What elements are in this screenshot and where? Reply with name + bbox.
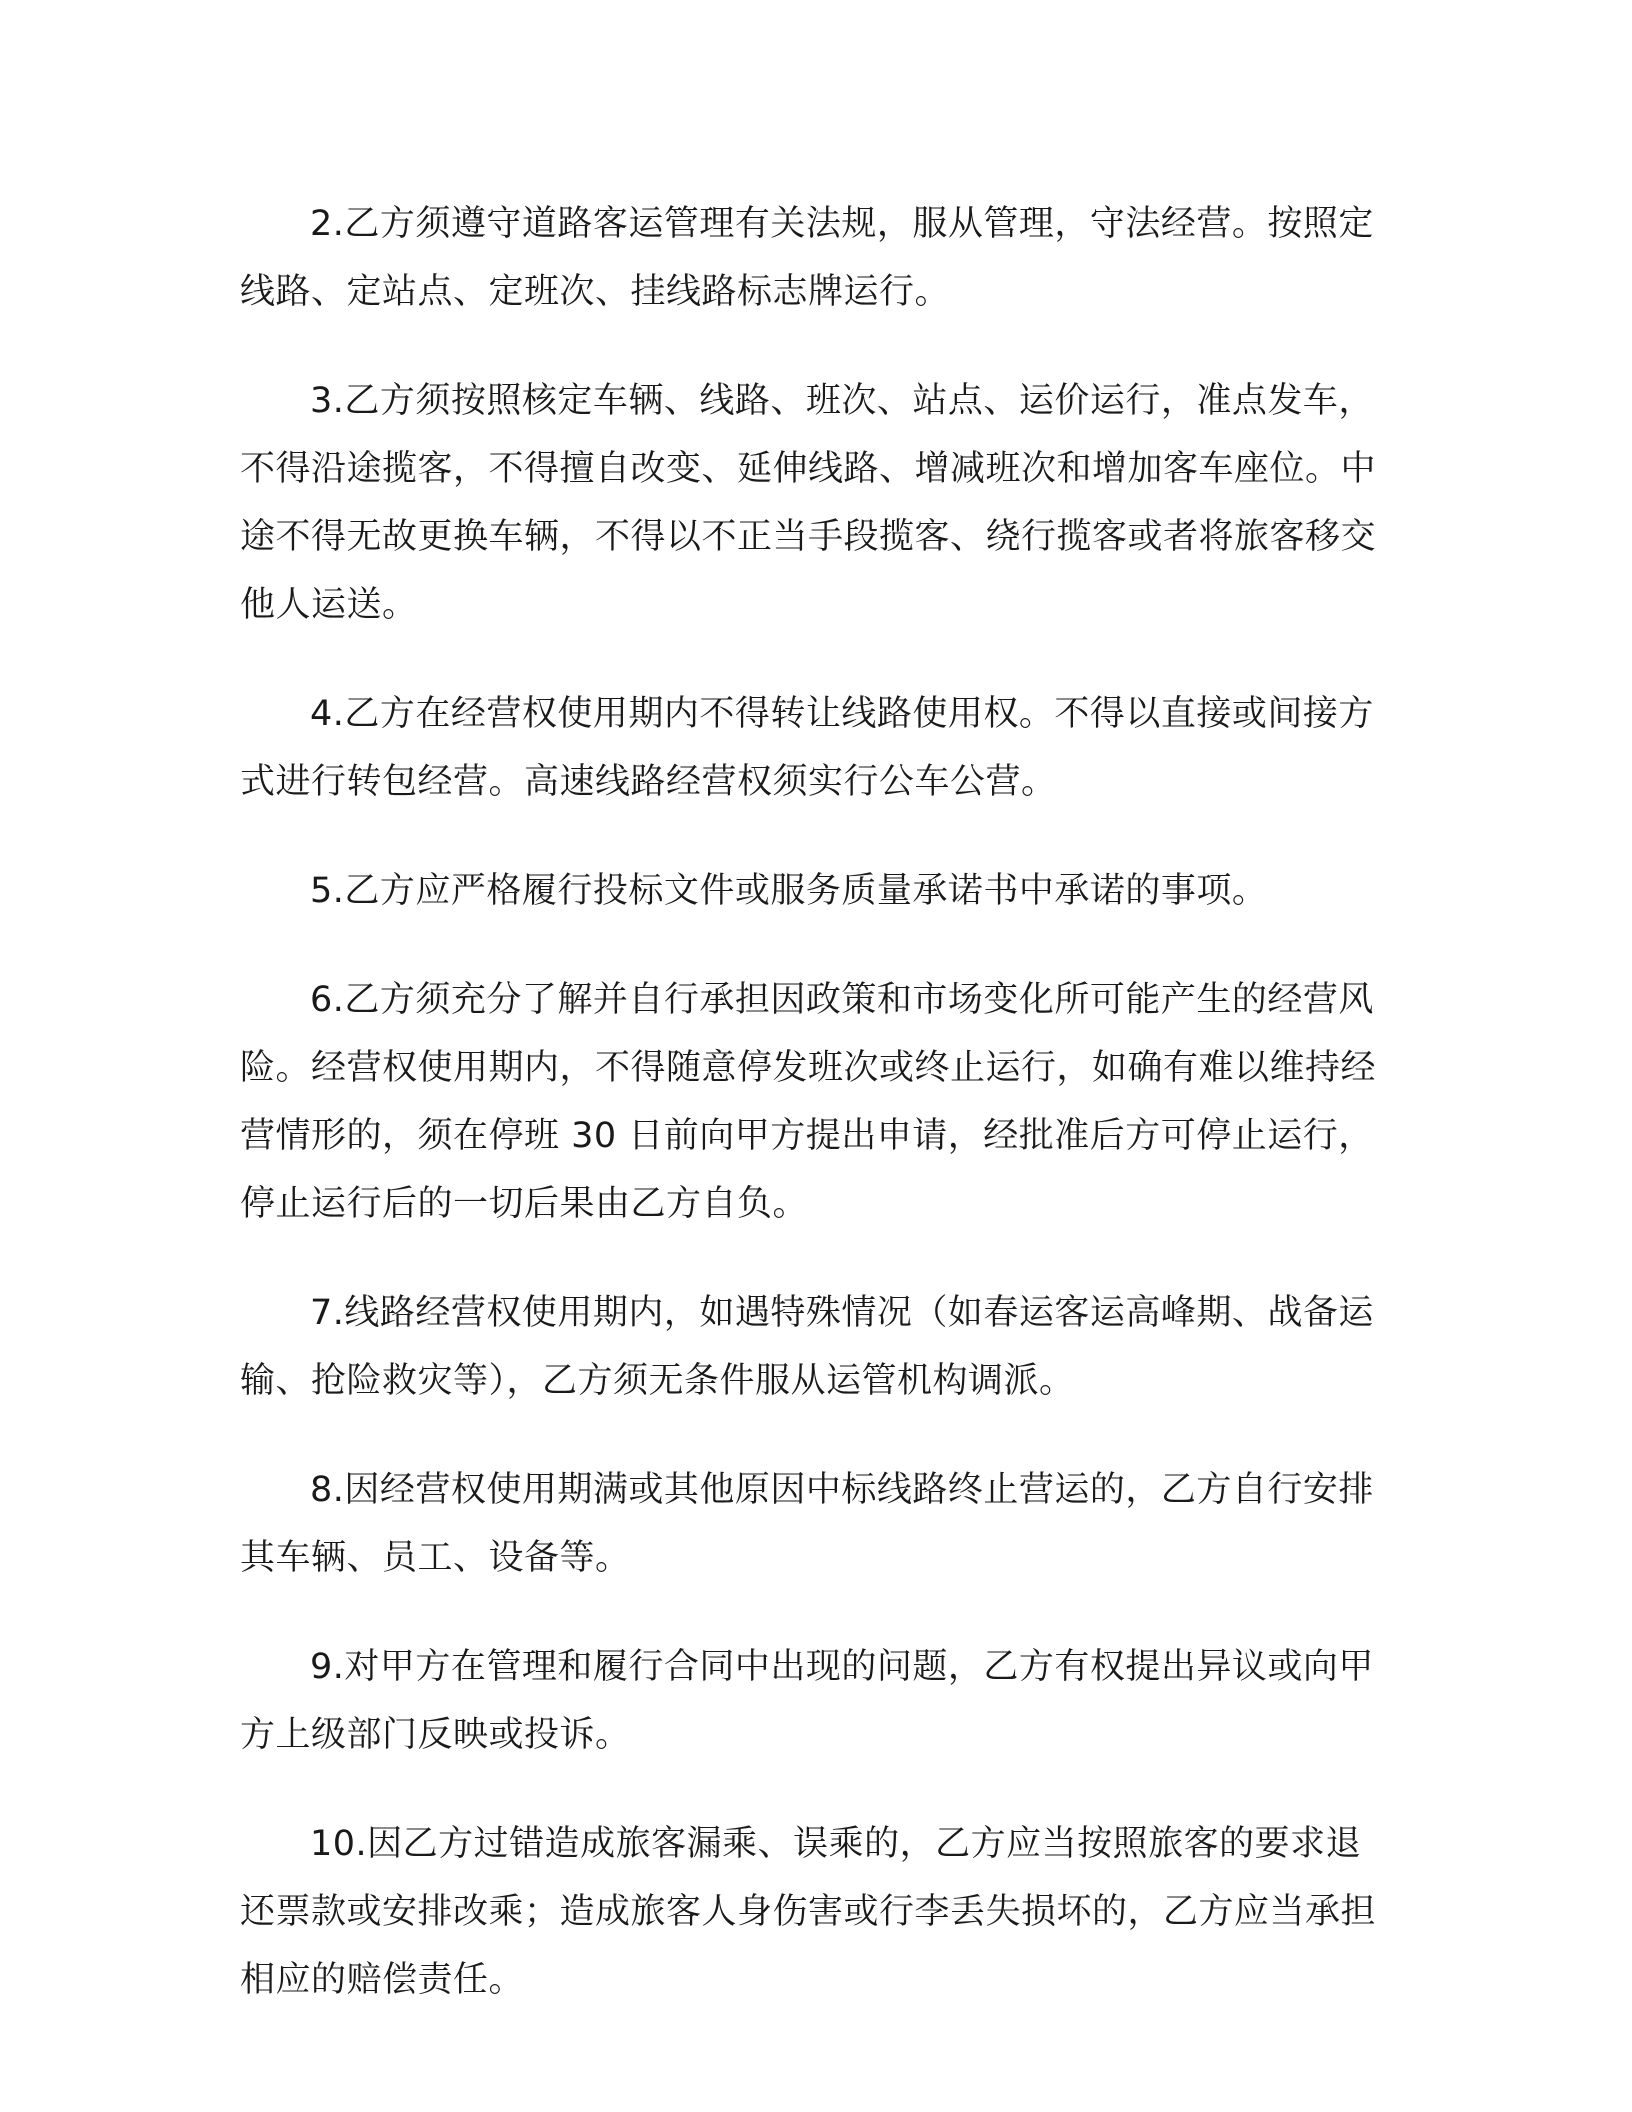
clause-5: 5.乙方应严格履行投标文件或服务质量承诺书中承诺的事项。 [310, 871, 1268, 911]
clause-3: 3.乙方须按照核定车辆、线路、班次、站点、运价运行，准点发车，不得沿途揽客，不得擅自改变、延伸线路、增减班次和增加客车座位。中途不得无故更换车辆，不得以不正当手段揽客、绕行揽客或者将旅客移交他人运送。 [240, 381, 1377, 625]
clause-2: 2.乙方须遵守道路客运管理有关法规，服从管理，守法经营。按照定线路、定站点、定班次、挂线路标志牌运行。 [240, 204, 1374, 312]
clause-7: 7.线路经营权使用期内，如遇特殊情况（如春运客运高峰期、战备运输、抢险救灾等），乙方须无条件服从运管机构调派。 [240, 1293, 1374, 1401]
document-body [240, 190, 1380, 2055]
clause-6: 6.乙方须充分了解并自行承担因政策和市场变化所可能产生的经营风险。经营权使用期内，不得随意停发班次或终止运行，如确有难以维持经营情形的，须在停班 30 日前向甲方提出申请，经批准后方可停止运行，停止运行后的一切后果由乙方自负。 [240, 980, 1377, 1224]
clause-8: 8.因经营权使用期满或其他原因中标线路终止营运的，乙方自行安排其车辆、员工、设备等。 [240, 1470, 1374, 1578]
clause-10: 10.因乙方过错造成旅客漏乘、误乘的，乙方应当按照旅客的要求退还票款或安排改乘；造成旅客人身伤害或行李丢失损坏的，乙方应当承担相应的赔偿责任。 [240, 1824, 1377, 2000]
clause-9: 9.对甲方在管理和履行合同中出现的问题，乙方有权提出异议或向甲方上级部门反映或投诉。 [240, 1647, 1374, 1755]
clause-4: 4.乙方在经营权使用期内不得转让线路使用权。不得以直接或间接方式进行转包经营。高速线路经营权须实行公车公营。 [240, 694, 1374, 802]
